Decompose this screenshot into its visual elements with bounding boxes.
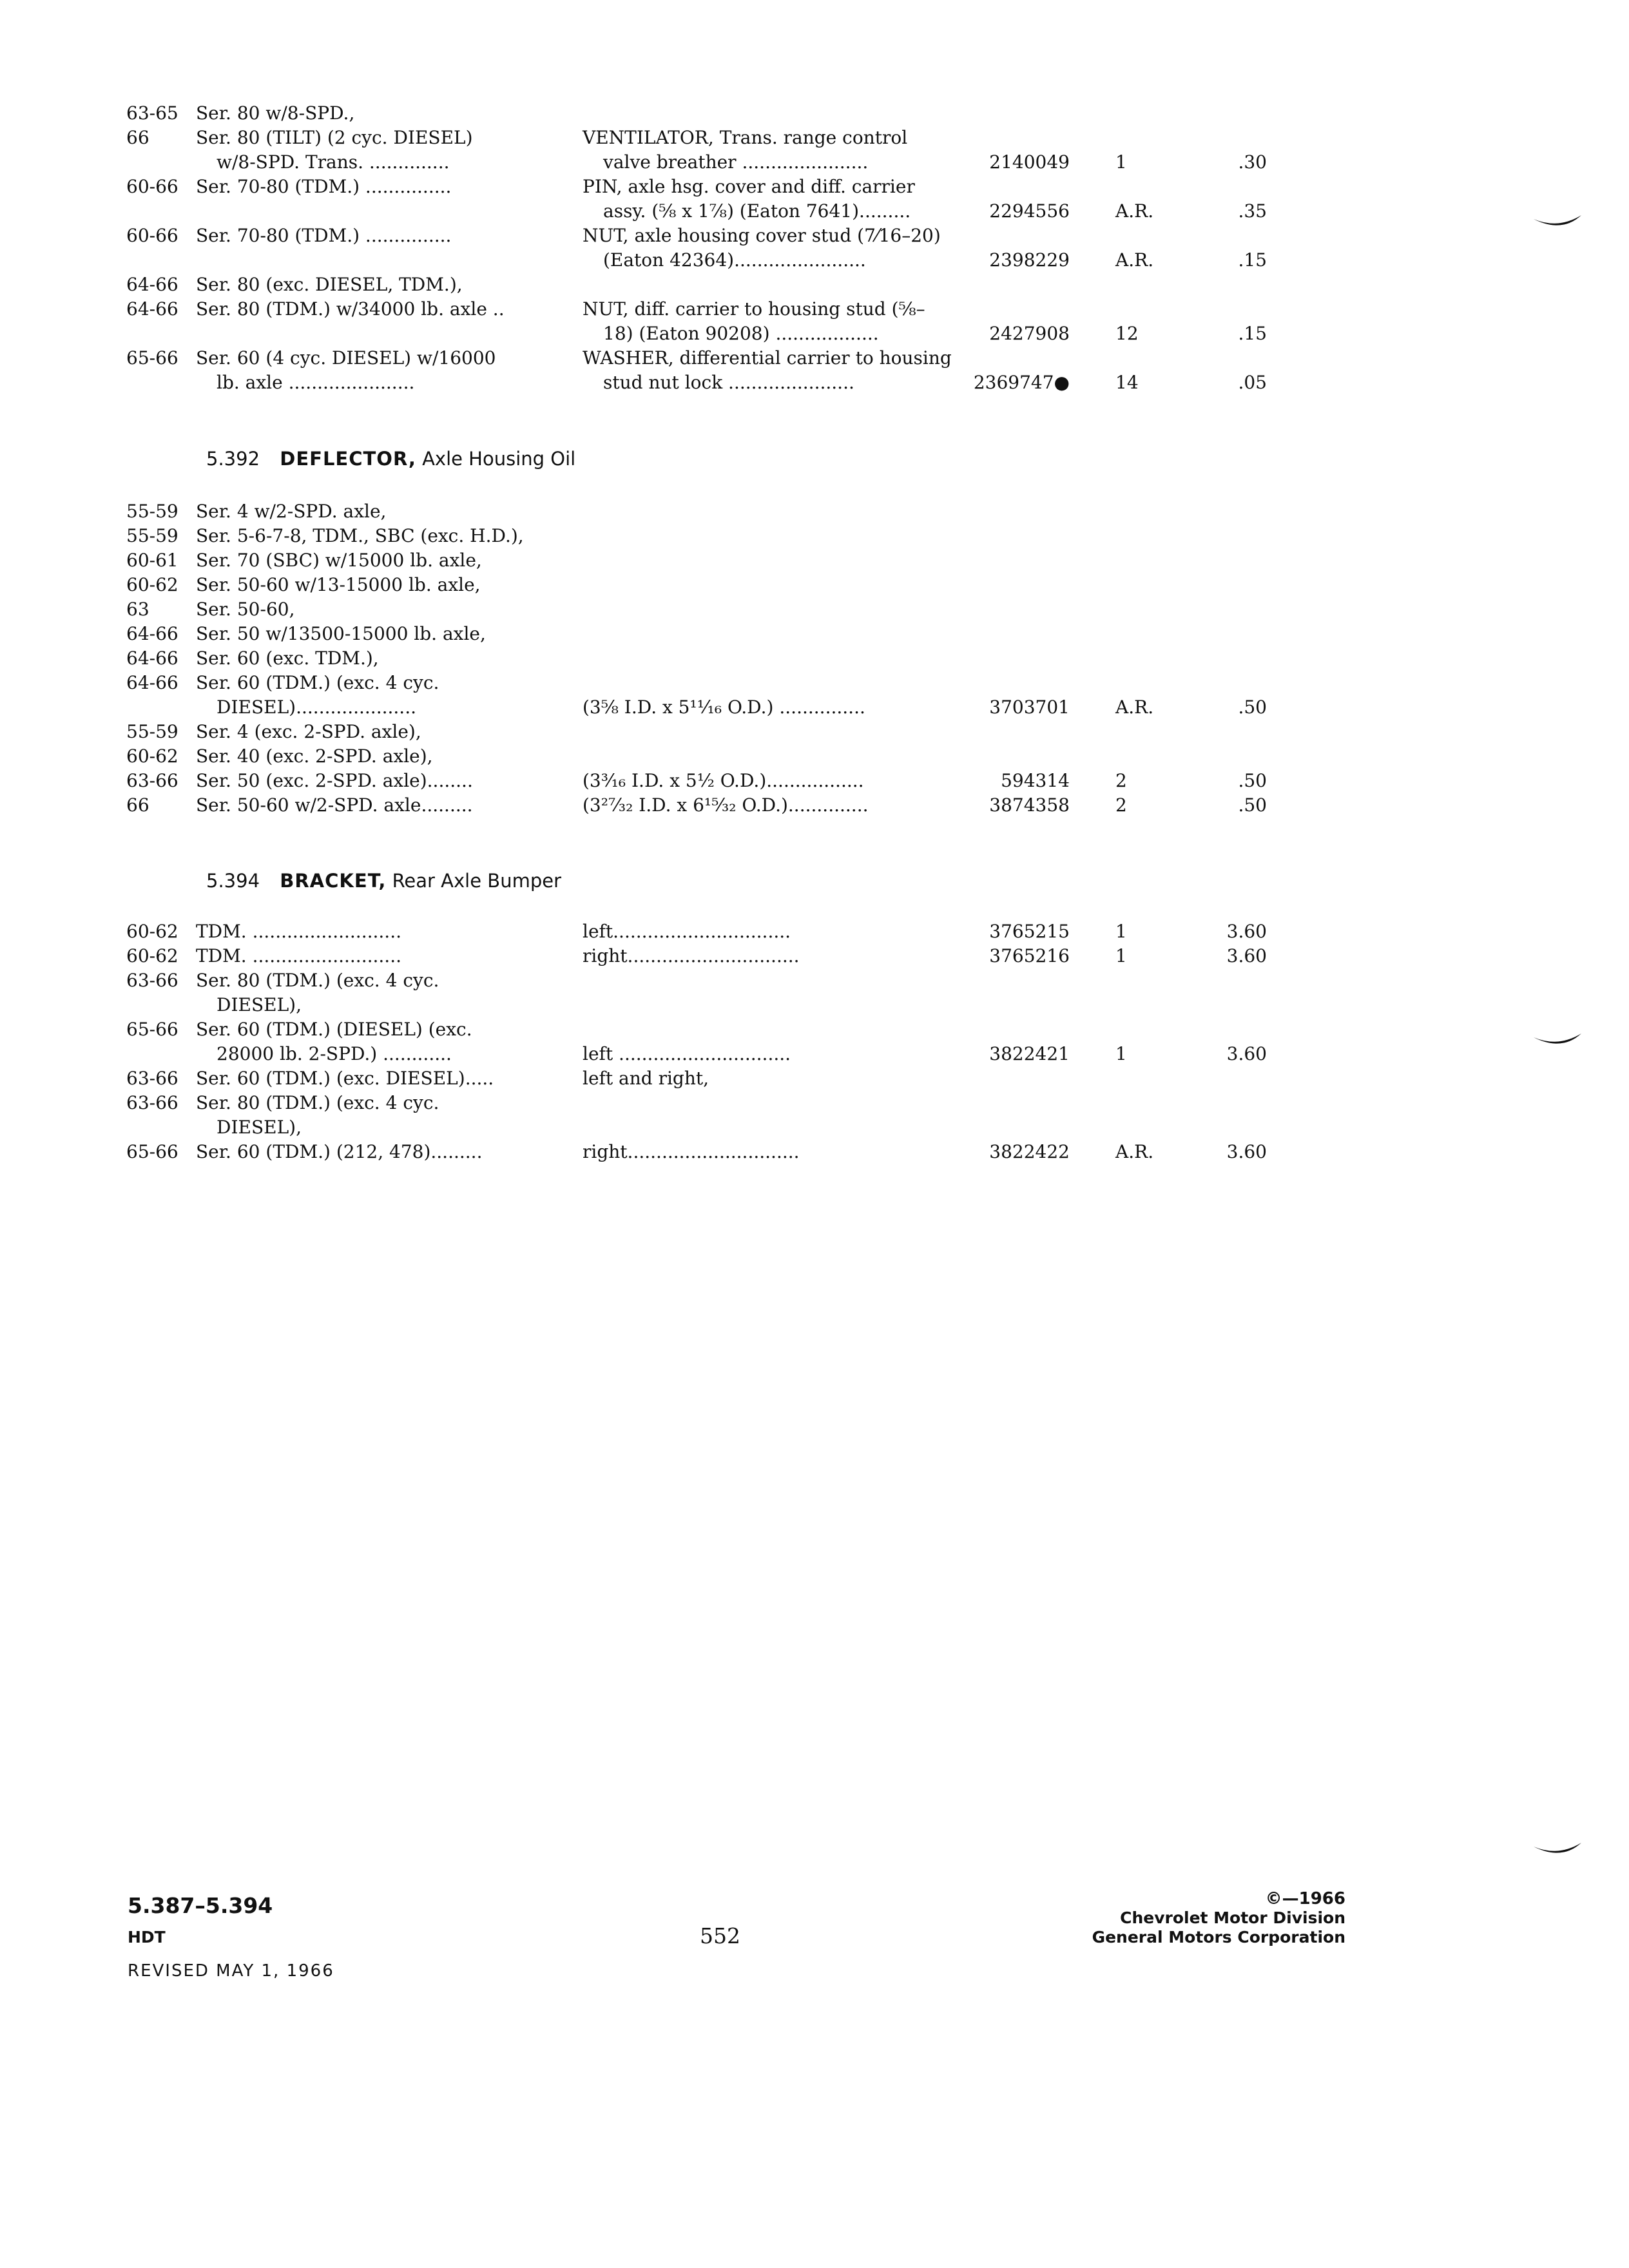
table-row: [126, 370, 1267, 395]
price-cell: 3.60: [1226, 921, 1267, 942]
binding-mark-icon: [1532, 1841, 1583, 1856]
table-row: [126, 273, 1267, 297]
years-cell: 63-66: [126, 970, 178, 991]
division: Chevrolet Motor Division: [1120, 1908, 1345, 1927]
application-cell: Ser. 60 (TDM.) (DIESEL) (exc.: [196, 1019, 472, 1040]
application-cell: DIESEL),: [217, 994, 302, 1015]
quantity-cell: 1: [1115, 151, 1127, 173]
section-keyword: DEFLECTOR,: [280, 448, 416, 470]
table-row: [126, 548, 1267, 573]
table-row: [126, 499, 1267, 524]
table-row: [126, 622, 1267, 646]
price-cell: 3.60: [1226, 1141, 1267, 1162]
application-cell: w/8-SPD. Trans. ..............: [217, 151, 450, 173]
quantity-cell: A.R.: [1115, 200, 1154, 222]
table-row: [126, 175, 1267, 199]
application-cell: Ser. 60 (TDM.) (exc. 4 cyc.: [196, 672, 439, 693]
table-row: [126, 101, 1267, 126]
quantity-cell: 1: [1115, 921, 1127, 942]
quantity-cell: 1: [1115, 945, 1127, 966]
years-cell: 63-66: [126, 1092, 178, 1113]
application-cell: Ser. 80 (TDM.) (exc. 4 cyc.: [196, 1092, 439, 1113]
application-cell: DIESEL),: [217, 1117, 302, 1138]
quantity-cell: A.R.: [1115, 1141, 1154, 1162]
application-cell: Ser. 5-6-7-8, TDM., SBC (exc. H.D.),: [196, 525, 524, 546]
application-cell: Ser. 4 (exc. 2-SPD. axle),: [196, 721, 421, 742]
application-cell: Ser. 40 (exc. 2-SPD. axle),: [196, 745, 433, 767]
section-number: 5.392: [206, 448, 260, 470]
footer-revised: REVISED MAY 1, 1966: [128, 1961, 334, 1981]
table-row: [126, 322, 1267, 346]
part-number-cell: 2294556: [989, 200, 1070, 222]
section-keyword: BRACKET,: [280, 870, 387, 892]
table-row: [126, 720, 1267, 744]
footer-code: HDT: [128, 1928, 166, 1946]
price-cell: 3.60: [1226, 1043, 1267, 1064]
table-row: [126, 1066, 1267, 1091]
description-cell: (3²⁷⁄₃₂ I.D. x 6¹⁵⁄₃₂ O.D.)..............: [583, 794, 869, 816]
application-cell: Ser. 60 (TDM.) (212, 478).........: [196, 1141, 483, 1162]
price-cell: .30: [1238, 151, 1267, 173]
application-cell: Ser. 80 (TDM.) (exc. 4 cyc.: [196, 970, 439, 991]
description-cell: NUT, diff. carrier to housing stud (⅝–: [583, 298, 925, 320]
price-cell: .50: [1238, 697, 1267, 718]
years-cell: 65-66: [126, 347, 178, 369]
binding-mark-icon: [1532, 214, 1583, 228]
table-row: [126, 573, 1267, 597]
corporation: General Motors Corporation: [1092, 1928, 1345, 1946]
quantity-cell: 2: [1115, 770, 1127, 791]
section-title: Axle Housing Oil: [422, 448, 576, 470]
application-cell: Ser. 70 (SBC) w/15000 lb. axle,: [196, 550, 482, 571]
description-cell: (3³⁄₁₆ I.D. x 5½ O.D.).................: [583, 770, 864, 791]
description-cell: (Eaton 42364).......................: [603, 249, 866, 271]
years-cell: 64-66: [126, 274, 178, 295]
table-row: [126, 297, 1267, 322]
description-cell: NUT, axle housing cover stud (7⁄16–20): [583, 225, 941, 246]
description-cell: VENTILATOR, Trans. range control: [583, 127, 908, 148]
years-cell: 63-65: [126, 102, 178, 124]
years-cell: 60-66: [126, 176, 178, 197]
years-cell: 63-66: [126, 1068, 178, 1089]
table-row: [126, 1017, 1267, 1042]
part-number-cell: 3822421: [989, 1043, 1070, 1064]
table-row: [126, 744, 1267, 769]
application-cell: TDM. ..........................: [196, 945, 402, 966]
part-number-cell: 3765216: [989, 945, 1070, 966]
part-number-cell: 594314: [1001, 770, 1070, 791]
quantity-cell: 2: [1115, 794, 1127, 816]
table-row: [126, 1091, 1267, 1115]
part-number-cell: 2140049: [989, 151, 1070, 173]
copyright: ©—1966: [1265, 1889, 1345, 1908]
description-cell: valve breather ......................: [603, 151, 869, 173]
application-cell: Ser. 80 (TILT) (2 cyc. DIESEL): [196, 127, 473, 148]
description-cell: 18) (Eaton 90208) ..................: [603, 323, 879, 344]
table-row: [126, 150, 1267, 175]
section-number: 5.394: [206, 870, 260, 892]
table-row: [126, 968, 1267, 993]
years-cell: 64-66: [126, 672, 178, 693]
quantity-cell: A.R.: [1115, 249, 1154, 271]
years-cell: 63-66: [126, 770, 178, 791]
table-row: [126, 793, 1267, 818]
section-heading-5-394: [206, 870, 561, 892]
part-number-cell: 2427908: [989, 323, 1070, 344]
description-cell: (3⅝ I.D. x 5¹¹⁄₁₆ O.D.) ...............: [583, 697, 865, 718]
years-cell: 60-62: [126, 921, 178, 942]
table-row: [126, 126, 1267, 150]
table-row: [126, 524, 1267, 548]
years-cell: 55-59: [126, 721, 178, 742]
years-cell: 65-66: [126, 1141, 178, 1162]
price-cell: .15: [1238, 249, 1267, 271]
description-cell: assy. (⅝ x 1⅞) (Eaton 7641).........: [603, 200, 911, 222]
quantity-cell: 1: [1115, 1043, 1127, 1064]
application-cell: DIESEL).....................: [217, 697, 416, 718]
section-heading-5-392: [206, 448, 575, 470]
description-cell: left ..............................: [583, 1043, 791, 1064]
description-cell: stud nut lock ......................: [603, 372, 854, 393]
price-cell: .50: [1238, 770, 1267, 791]
years-cell: 60-62: [126, 745, 178, 767]
description-cell: left...............................: [583, 921, 791, 942]
years-cell: 64-66: [126, 623, 178, 644]
part-number-cell: 2398229: [989, 249, 1070, 271]
price-cell: .50: [1238, 794, 1267, 816]
table-row: [126, 1115, 1267, 1140]
part-number-cell: 2369747●: [973, 372, 1070, 393]
table-row: [126, 1140, 1267, 1164]
years-cell: 60-62: [126, 945, 178, 966]
application-cell: Ser. 50-60,: [196, 599, 295, 620]
table-row: [126, 1042, 1267, 1066]
binding-mark-icon: [1532, 1032, 1583, 1046]
price-cell: .35: [1238, 200, 1267, 222]
description-cell: right..............................: [583, 945, 800, 966]
application-cell: Ser. 50-60 w/2-SPD. axle.........: [196, 794, 473, 816]
application-cell: Ser. 50-60 w/13-15000 lb. axle,: [196, 574, 481, 595]
section-title: Rear Axle Bumper: [392, 870, 561, 892]
application-cell: Ser. 80 (TDM.) w/34000 lb. axle ..: [196, 298, 505, 320]
application-cell: Ser. 80 (exc. DIESEL, TDM.),: [196, 274, 463, 295]
description-cell: WASHER, differential carrier to housing: [583, 347, 952, 369]
application-cell: Ser. 70-80 (TDM.) ...............: [196, 176, 452, 197]
application-cell: Ser. 4 w/2-SPD. axle,: [196, 501, 387, 522]
application-cell: 28000 lb. 2-SPD.) ............: [217, 1043, 452, 1064]
table-row: [126, 993, 1267, 1017]
footer-range: 5.387–5.394: [128, 1893, 273, 1918]
years-cell: 60-62: [126, 574, 178, 595]
years-cell: 55-59: [126, 525, 178, 546]
table-row: [126, 769, 1267, 793]
table-row: [126, 919, 1267, 944]
application-cell: TDM. ..........................: [196, 921, 402, 942]
part-number-cell: 3822422: [989, 1141, 1070, 1162]
table-row: [126, 671, 1267, 695]
application-cell: Ser. 50 (exc. 2-SPD. axle)........: [196, 770, 473, 791]
part-number-cell: 3874358: [989, 794, 1070, 816]
description-cell: right..............................: [583, 1141, 800, 1162]
part-number-cell: 3703701: [989, 697, 1070, 718]
table-row: [126, 597, 1267, 622]
table-row: [126, 248, 1267, 273]
quantity-cell: 12: [1115, 323, 1139, 344]
table-row: [126, 646, 1267, 671]
table-row: [126, 695, 1267, 720]
table-row: [126, 944, 1267, 968]
application-cell: Ser. 60 (TDM.) (exc. DIESEL).....: [196, 1068, 494, 1089]
application-cell: Ser. 60 (4 cyc. DIESEL) w/16000: [196, 347, 496, 369]
part-number-cell: 3765215: [989, 921, 1070, 942]
table-row: [126, 346, 1267, 370]
years-cell: 64-66: [126, 648, 178, 669]
years-cell: 66: [126, 794, 149, 816]
application-cell: lb. axle ......................: [217, 372, 415, 393]
application-cell: Ser. 80 w/8-SPD.,: [196, 102, 355, 124]
price-cell: .05: [1238, 372, 1267, 393]
application-cell: Ser. 70-80 (TDM.) ...............: [196, 225, 452, 246]
page-number: 552: [700, 1923, 740, 1948]
years-cell: 65-66: [126, 1019, 178, 1040]
description-cell: left and right,: [583, 1068, 709, 1089]
table-row: [126, 199, 1267, 224]
years-cell: 60-61: [126, 550, 178, 571]
years-cell: 64-66: [126, 298, 178, 320]
description-cell: PIN, axle hsg. cover and diff. carrier: [583, 176, 915, 197]
quantity-cell: 14: [1115, 372, 1139, 393]
price-cell: 3.60: [1226, 945, 1267, 966]
years-cell: 63: [126, 599, 149, 620]
application-cell: Ser. 50 w/13500-15000 lb. axle,: [196, 623, 486, 644]
years-cell: 60-66: [126, 225, 178, 246]
application-cell: Ser. 60 (exc. TDM.),: [196, 648, 379, 669]
table-row: [126, 224, 1267, 248]
quantity-cell: A.R.: [1115, 697, 1154, 718]
price-cell: .15: [1238, 323, 1267, 344]
years-cell: 55-59: [126, 501, 178, 522]
years-cell: 66: [126, 127, 149, 148]
